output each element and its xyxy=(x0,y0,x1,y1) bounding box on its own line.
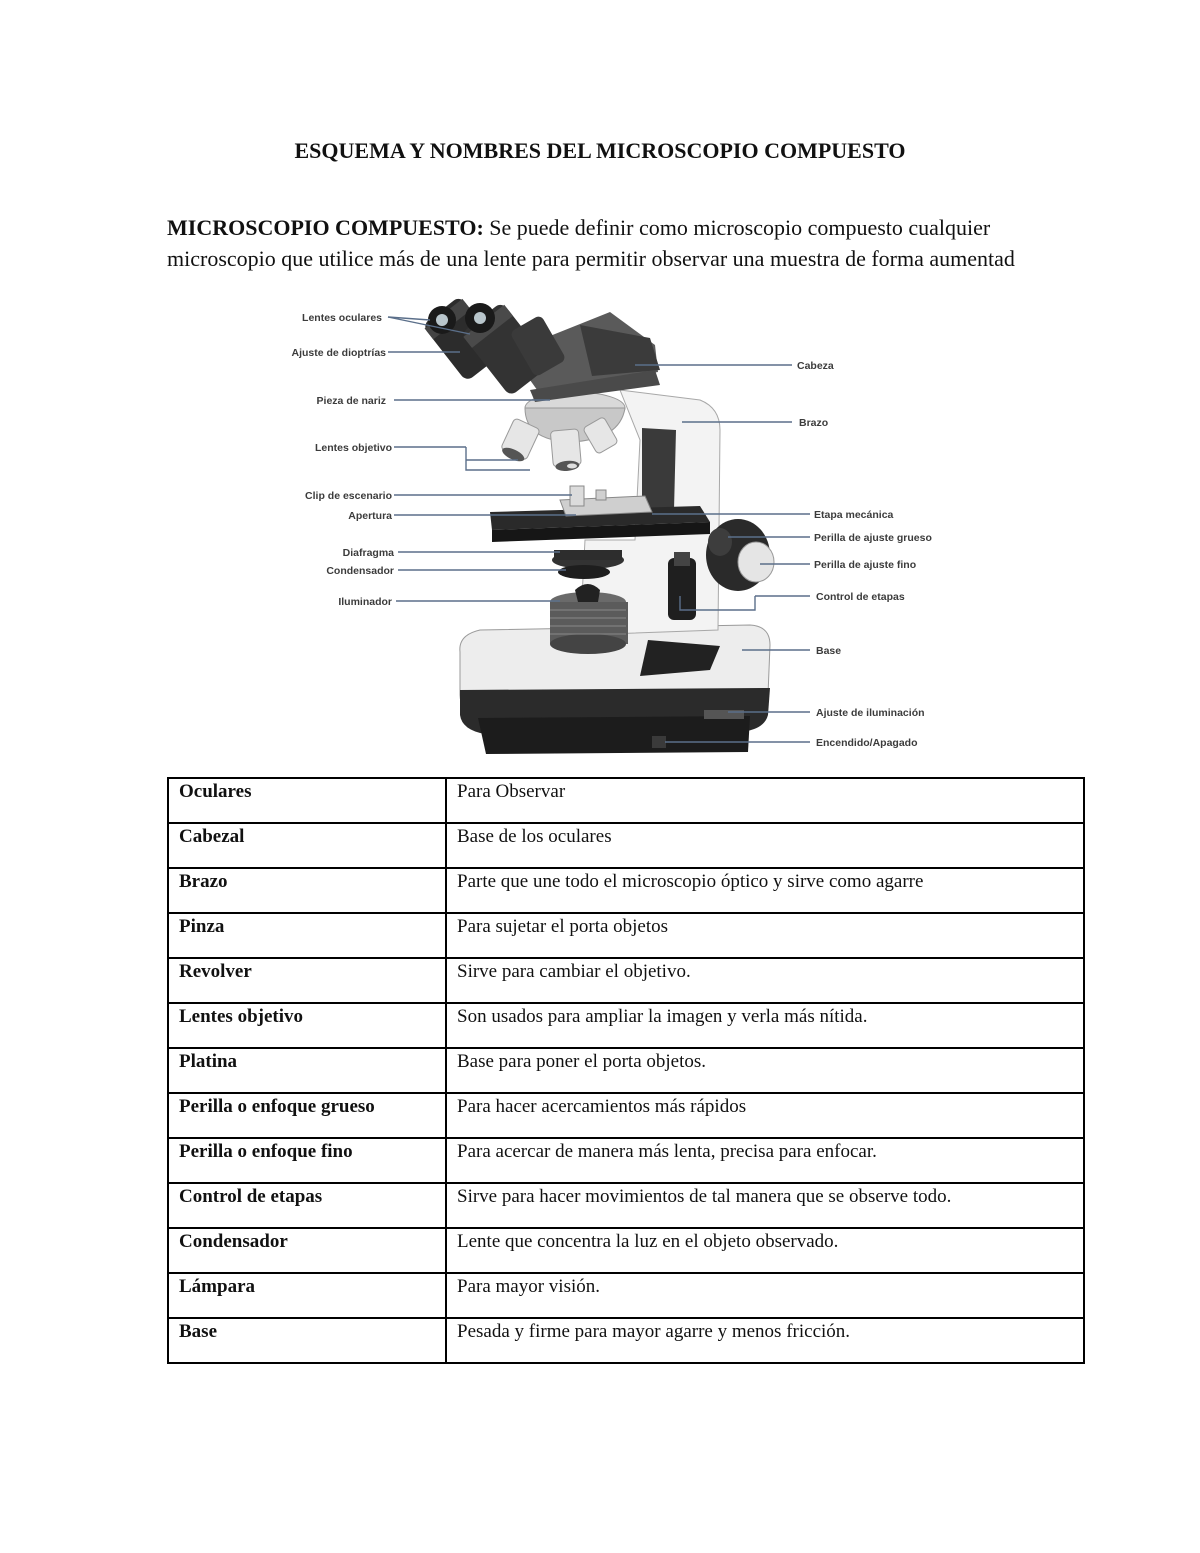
table-row xyxy=(168,868,1084,913)
label-perilla-fino: Perilla de ajuste fino xyxy=(814,559,917,571)
table-row xyxy=(168,1093,1084,1138)
part-description-cell: Para sujetar el porta objetos xyxy=(446,913,1084,958)
label-ajuste-iluminacion: Ajuste de iluminación xyxy=(816,707,925,719)
parts-table xyxy=(167,777,1085,1364)
intro-text: Se puede definir como microscopio compuesto cualquier microscopio que utilice más de una lente para permitir observar una muestra de forma aumentad xyxy=(167,215,1015,271)
part-name-cell: Perilla o enfoque fino xyxy=(168,1138,446,1183)
table-row xyxy=(168,823,1084,868)
label-apertura: Apertura xyxy=(348,510,392,522)
intro-paragraph xyxy=(167,212,1047,274)
label-encendido-apagado: Encendido/Apagado xyxy=(816,737,918,749)
part-description-cell: Para acercar de manera más lenta, precisa para enfocar. xyxy=(446,1138,1084,1183)
part-name-cell: Control de etapas xyxy=(168,1183,446,1228)
label-cabeza: Cabeza xyxy=(797,360,834,372)
part-name-cell: Condensador xyxy=(168,1228,446,1273)
part-name-cell: Cabezal xyxy=(168,823,446,868)
part-description-cell: Para hacer acercamientos más rápidos xyxy=(446,1093,1084,1138)
table-row xyxy=(168,778,1084,823)
label-iluminador: Iluminador xyxy=(338,596,392,608)
label-clip-escenario: Clip de escenario xyxy=(305,490,392,502)
table-row xyxy=(168,1183,1084,1228)
table-row xyxy=(168,1048,1084,1093)
microscope-diagram xyxy=(280,290,940,762)
part-name-cell: Brazo xyxy=(168,868,446,913)
part-name-cell: Oculares xyxy=(168,778,446,823)
part-description-cell: Parte que une todo el microscopio óptico y sirve como agarre xyxy=(446,868,1084,913)
label-condensador: Condensador xyxy=(326,565,394,577)
intro-term: MICROSCOPIO COMPUESTO: xyxy=(167,215,484,240)
table-row xyxy=(168,1273,1084,1318)
label-brazo: Brazo xyxy=(799,417,829,429)
label-lentes-oculares: Lentes oculares xyxy=(302,312,382,324)
label-etapa-mecanica: Etapa mecánica xyxy=(814,509,894,521)
part-name-cell: Base xyxy=(168,1318,446,1363)
label-control-etapas: Control de etapas xyxy=(816,591,905,603)
part-description-cell: Base para poner el porta objetos. xyxy=(446,1048,1084,1093)
table-row xyxy=(168,1318,1084,1363)
diagram-labels-right xyxy=(797,360,932,749)
part-description-cell: Base de los oculares xyxy=(446,823,1084,868)
diagram-labels-left xyxy=(291,312,394,608)
label-base: Base xyxy=(816,645,842,657)
part-description-cell: Sirve para cambiar el objetivo. xyxy=(446,958,1084,1003)
table-row xyxy=(168,1003,1084,1048)
table-row xyxy=(168,1228,1084,1273)
part-description-cell: Son usados para ampliar la imagen y verla más nítida. xyxy=(446,1003,1084,1048)
part-description-cell: Para Observar xyxy=(446,778,1084,823)
table-row xyxy=(168,958,1084,1003)
label-lentes-objetivo: Lentes objetivo xyxy=(314,442,392,454)
part-name-cell: Revolver xyxy=(168,958,446,1003)
part-name-cell: Lámpara xyxy=(168,1273,446,1318)
label-ajuste-dioptrias: Ajuste de dioptrías xyxy=(291,347,386,359)
part-name-cell: Perilla o enfoque grueso xyxy=(168,1093,446,1138)
part-name-cell: Lentes objetivo xyxy=(168,1003,446,1048)
label-diafragma: Diafragma xyxy=(342,547,394,559)
label-perilla-grueso: Perilla de ajuste grueso xyxy=(814,532,932,544)
part-name-cell: Pinza xyxy=(168,913,446,958)
part-description-cell: Pesada y firme para mayor agarre y menos fricción. xyxy=(446,1318,1084,1363)
table-row xyxy=(168,1138,1084,1183)
part-name-cell: Platina xyxy=(168,1048,446,1093)
part-description-cell: Sirve para hacer movimientos de tal manera que se observe todo. xyxy=(446,1183,1084,1228)
part-description-cell: Para mayor visión. xyxy=(446,1273,1084,1318)
label-pieza-nariz: Pieza de nariz xyxy=(316,395,386,407)
part-description-cell: Lente que concentra la luz en el objeto observado. xyxy=(446,1228,1084,1273)
parts-table-body xyxy=(168,778,1084,1363)
table-row xyxy=(168,913,1084,958)
document-title: ESQUEMA Y NOMBRES DEL MICROSCOPIO COMPUESTO xyxy=(294,138,906,163)
